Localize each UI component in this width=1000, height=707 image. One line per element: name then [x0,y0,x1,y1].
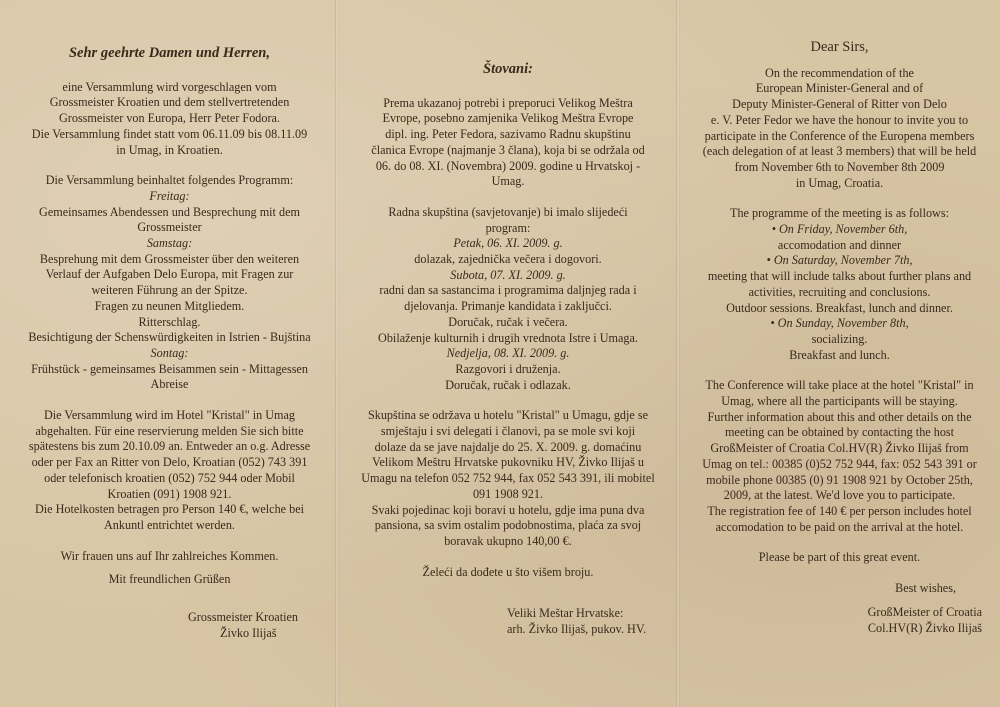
croatian-signature-name: arh. Živko Ilijaš, pukov. HV. [507,622,647,637]
croatian-intro-line: Evrope, posebno zamjenika Velikog Meštra Evrope [382,111,634,126]
english-day1-label: • On Friday, November 6th, [771,222,908,237]
croatian-hotel-line: Svaki pojedinac koji boravi u hotelu, gdje ima puna dva [371,502,645,517]
german-signature-name: Živko Ilijaš [220,625,277,640]
german-closing: Wir frauen uns auf Ihr zahlreiches Kommen. [60,548,279,563]
english-hotel-line: Umag on tel.: 00385 (0)52 752 944, fax: 052 543 391 or [702,456,977,471]
english-program-heading: The programme of the meeting is as follows: [730,206,949,221]
german-intro-line: eine Versammlung wird vorgeschlagen vom [62,79,277,94]
croatian-hotel-line: 091 1908 921. [472,486,544,501]
german-day2-line: Ritterschlag. [138,314,201,329]
croatian-intro-line: Prema ukazanoj potrebi i preporuci Velikog Meštra [383,95,633,110]
english-intro-line: On the recommendation of the [765,65,914,80]
english-day2-line: meeting that will include talks about further plans and [707,269,972,284]
croatian-signature [351,606,665,637]
german-day2-line: Besichtigung der Schenswürdigkeiten in Istrien - Bujština [28,330,311,345]
croatian-signature-title: Veliki Meštar Hrvatske: [507,606,624,621]
croatian-day3-line: Razgovori i druženja. [455,361,561,376]
english-intro-line: participate in the Conference of the Europena members [704,128,975,143]
german-program-heading: Die Versammlung beinhaltet folgendes Programm: [45,173,294,188]
croatian-program-heading: program: [485,220,531,235]
croatian-intro-line: dipl. ing. Peter Fedora, sazivamo Radnu skupštinu [385,127,631,142]
german-day1-line: Gemeinsames Abendessen und Besprechung mit dem [39,204,300,219]
croatian-day3-label: Nedjelja, 08. XI. 2009. g. [446,346,570,361]
german-day1-line: Grossmeister [137,220,202,235]
german-day2-label: Samstag: [146,236,193,251]
english-day1-line: accomodation and dinner [777,237,902,252]
english-hotel-line: The Conference will take place at the hotel "Kristal" in [705,378,974,393]
english-intro-line: in Umag, Croatia. [795,175,884,190]
german-day2-line: weiteren Führung an der Spitze. [91,283,248,298]
german-day2-line: Fragen zu neunen Mitgliedem. [94,298,245,313]
croatian-hotel-line: Velikom Meštru Hrvatske pukovniku HV, Živko Ilijaš u [372,455,644,470]
english-hotel-line: Further information about this and other details on the [707,409,972,424]
english-hotel-line: GroßMeister of Croatia Col.HV(R) Živko Ilijaš from [710,441,969,456]
english-hotel-line: Umag, where all the participants will be staying. [721,394,958,409]
english-day2-line: activities, recruiting and conclusions. [748,284,931,299]
croatian-day2-line: radni dan sa sastancima i programima daljnjeg rada i [379,283,637,298]
german-hotel-line: Kroatien (091) 1908 921. [107,486,232,501]
german-hotel-line: Die Versammlung wird im Hotel "Kristal" in Umag [43,408,296,423]
english-hotel-line: The registration fee of 140 € per person includes hotel [707,503,972,518]
german-day2-line: Besprehung mit dem Grossmeister über den weiteren [39,251,300,266]
english-day3-line: Breakfast and lunch. [789,347,890,362]
croatian-day2-line: Obilaženje kulturnih i drugih vrednota Istre i Umaga. [378,330,638,345]
german-signature-title: Grossmeister Kroatien [188,610,298,625]
croatian-hotel-line: Skupština se održava u hotelu "Kristal" u Umagu, gdje se [367,408,649,423]
german-hotel-line: oder per Fax an Ritter von Delo, Kroatian (052) 743 391 [31,455,308,470]
german-hotel-line: oder telefonisch kroatien (052) 752 944 oder Mobil [44,470,295,485]
german-intro-line: Grossmeister von Europa, Herr Peter Fodora. [58,111,280,126]
german-intro-line: in Umag, in Kroatien. [116,142,223,157]
croatian-closing: Želeći da dođete u što višem broju. [422,564,594,579]
german-hotel-line: Ankuntl entrichtet werden. [104,517,235,532]
english-hotel-line: 2009, at the latest. We'd love you to participate. [723,488,956,503]
english-hotel-line: mobile phone 00385 (0) 91 1908 921 by October 25th, [706,472,973,487]
croatian-intro-line: Umag. [491,174,525,189]
english-day3-line: socializing. [811,331,868,346]
english-salutation: Dear Sirs, [810,39,869,55]
croatian-hotel-line: smještaju i svi delegati i članovi, pa se mole svi koji [380,424,636,439]
english-panel [677,0,1000,707]
german-day3-line: Abreise [150,377,189,392]
german-intro-line: Grossmeister Kroatien und dem stellvertretenden [49,95,290,110]
german-day1-label: Freitag: [149,188,190,203]
english-signature-name: Col.HV(R) Živko Ilijaš [867,620,982,635]
croatian-hotel-line: pansiona, sa svim ostalim podobnostima, plaća za svoj [374,518,642,533]
english-intro-line: (each delegation of at least 3 members) that will be held [702,144,977,159]
english-intro-line: Deputy Minister-General of Ritter von Delo [732,97,947,112]
croatian-program-heading: Radna skupština (savjetovanje) bi imalo slijedeći [388,204,628,219]
english-signature [689,581,990,636]
croatian-intro-line: 06. do 08. XI. (Novembra) 2009. godine u Hrvatskoj - [375,158,641,173]
croatian-day2-line: Doručak, ručak i večera. [448,314,568,329]
german-day2-line: Verlauf der Aufgaben Delo Europa, mit Fragen zur [45,267,294,282]
german-salutation: Sehr geehrte Damen und Herren, [68,45,270,61]
german-greeting: Mit freundlichen Grüßen [108,572,231,587]
german-day3-label: Sontag: [150,345,189,360]
german-hotel-line: abgehalten. Für eine reservierung melden Sie sich bitte [35,423,304,438]
english-day3-label: • On Sunday, November 8th, [770,316,909,331]
english-intro-line: from November 6th to November 8th 2009 [734,159,945,174]
english-intro-line: European Minister-General and of [755,81,924,96]
german-intro-line: Die Versammlung findet statt vom 06.11.09 bis 08.11.09 [31,126,308,141]
english-hotel-line: accomodation to be paid on the arrival at the hotel. [715,519,964,534]
croatian-day3-line: Doručak, ručak i odlazak. [445,377,571,392]
english-signature-title: GroßMeister of Croatia [867,604,982,619]
english-closing: Please be part of this great event. [758,550,921,565]
english-best-wishes: Best wishes, [895,581,956,596]
croatian-hotel-line: Umagu na telefon 052 752 944, fax 052 543 391, ili mobitel [361,471,655,486]
croatian-panel [337,0,677,707]
croatian-hotel-line: boravak ukupno 140,00 €. [444,533,572,548]
german-signature [10,610,329,641]
german-panel [0,0,337,707]
croatian-hotel-line: dolaze da se jave najdalje do 25. X. 2009. g. domaćinu [374,439,642,454]
croatian-day1-line: dolazak, zajednička večera i dogovori. [414,252,602,267]
english-day2-label: • On Saturday, November 7th, [766,253,913,268]
croatian-intro-line: članica Evrope (najmanje 3 člana), koja bi se održala od [371,142,645,157]
english-day2-line: Outdoor sessions. Breakfast, lunch and dinner. [726,300,953,315]
german-day3-line: Frühstück - gemeinsames Beisammen sein - Mittagessen [31,361,308,376]
croatian-day2-label: Subota, 07. XI. 2009. g. [450,267,566,282]
croatian-salutation: Štovani: [483,61,533,77]
german-hotel-line: Die Hotelkosten betragen pro Person 140 €, welche bei [34,502,305,517]
croatian-day1-label: Petak, 06. XI. 2009. g. [453,236,563,251]
german-hotel-line: spätestens bis zum 20.10.09 an. Entweder an o.g. Adresse [28,439,311,454]
english-hotel-line: meeting can be obtained by contacting the host [724,425,955,440]
croatian-day2-line: djelovanja. Primanje kandidata i zaključci. [404,299,612,314]
fold-line [335,0,339,707]
fold-line [676,0,680,707]
english-intro-line: e. V. Peter Fedor we have the honour to invite you to [710,112,969,127]
